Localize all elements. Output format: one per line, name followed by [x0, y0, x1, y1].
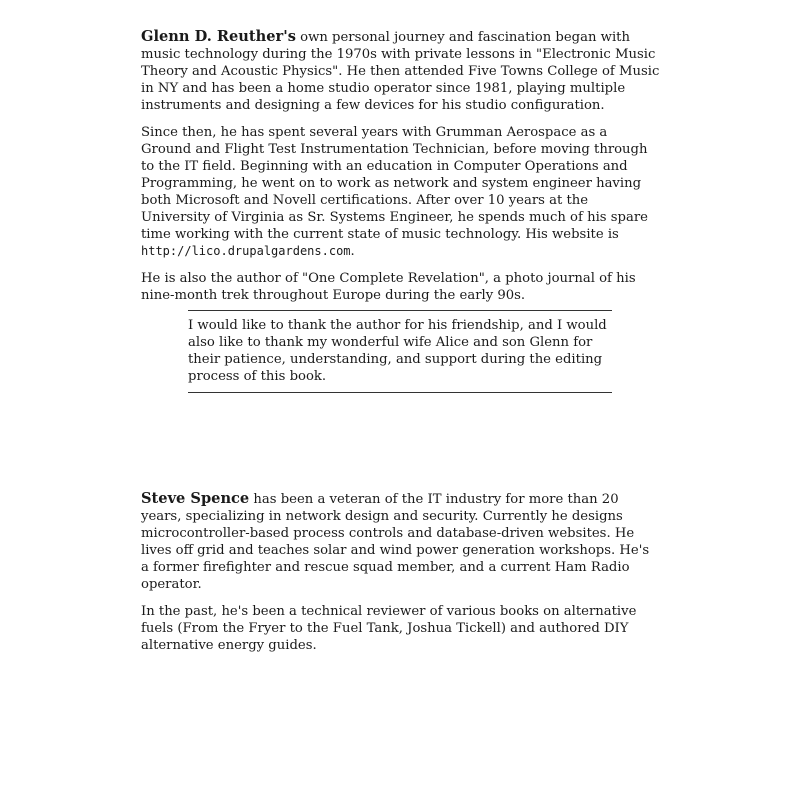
glenn-bio-text-2-end: .	[350, 244, 355, 259]
glenn-website-link[interactable]: http://lico.drupalgardens.com	[141, 244, 351, 258]
steve-bio-text-1: has been a veteran of the IT industry for more than 20 years, specializing in network design and security. Currently he designs microcontroller-based process controls and database-driven websites. He lives off grid and teaches solar and wind power generation workshops. He's a former firefighter and rescue squad member, and a current Ham Radio operator.	[141, 492, 650, 592]
glenn-bio-text-2: Since then, he has spent several years with Grumman Aerospace as a Ground and Flight Test Instrumentation Technician, before moving through to the IT field. Beginning with an education in Computer Operations and Programming, he went on to work as network and system engineer having both Microsoft and Novell certifications. After over 10 years at the University of Virginia as Sr. Systems Engineer, he spends much of his spare time working with the current state of music technology. His website is	[141, 125, 648, 242]
glenn-name: Glenn D. Reuther's	[141, 28, 296, 45]
glenn-bio-paragraph-3	[141, 270, 661, 304]
glenn-bio-paragraph-1	[141, 28, 661, 114]
steve-bio-paragraph-2	[141, 603, 661, 654]
steve-bio-paragraph-1	[141, 490, 661, 593]
glenn-bio-paragraph-2	[141, 124, 661, 260]
acknowledgement-text: I would like to thank the author for his friendship, and I would also like to thank my wonderful wife Alice and son Glenn for their patience, understanding, and support during the editing process of this book.	[188, 318, 607, 384]
glenn-bio	[141, 28, 661, 314]
acknowledgement-box	[188, 310, 612, 393]
glenn-bio-text-1: own personal journey and fascination began with music technology during the 1970s with private lessons in "Electronic Music Theory and Acoustic Physics". He then attended Five Towns College of Music in NY and has been a home studio operator since 1981, playing multiple instruments and designing a few devices for his studio configuration.	[141, 30, 660, 113]
glenn-bio-text-3: He is also the author of "One Complete Revelation", a photo journal of his nine-month trek throughout Europe during the early 90s.	[141, 271, 636, 303]
steve-name: Steve Spence	[141, 490, 250, 507]
steve-bio	[141, 490, 661, 664]
steve-bio-text-2: In the past, he's been a technical reviewer of various books on alternative fuels (From the Fryer to the Fuel Tank, Joshua Tickell) and authored DIY alternative energy guides.	[141, 604, 637, 653]
